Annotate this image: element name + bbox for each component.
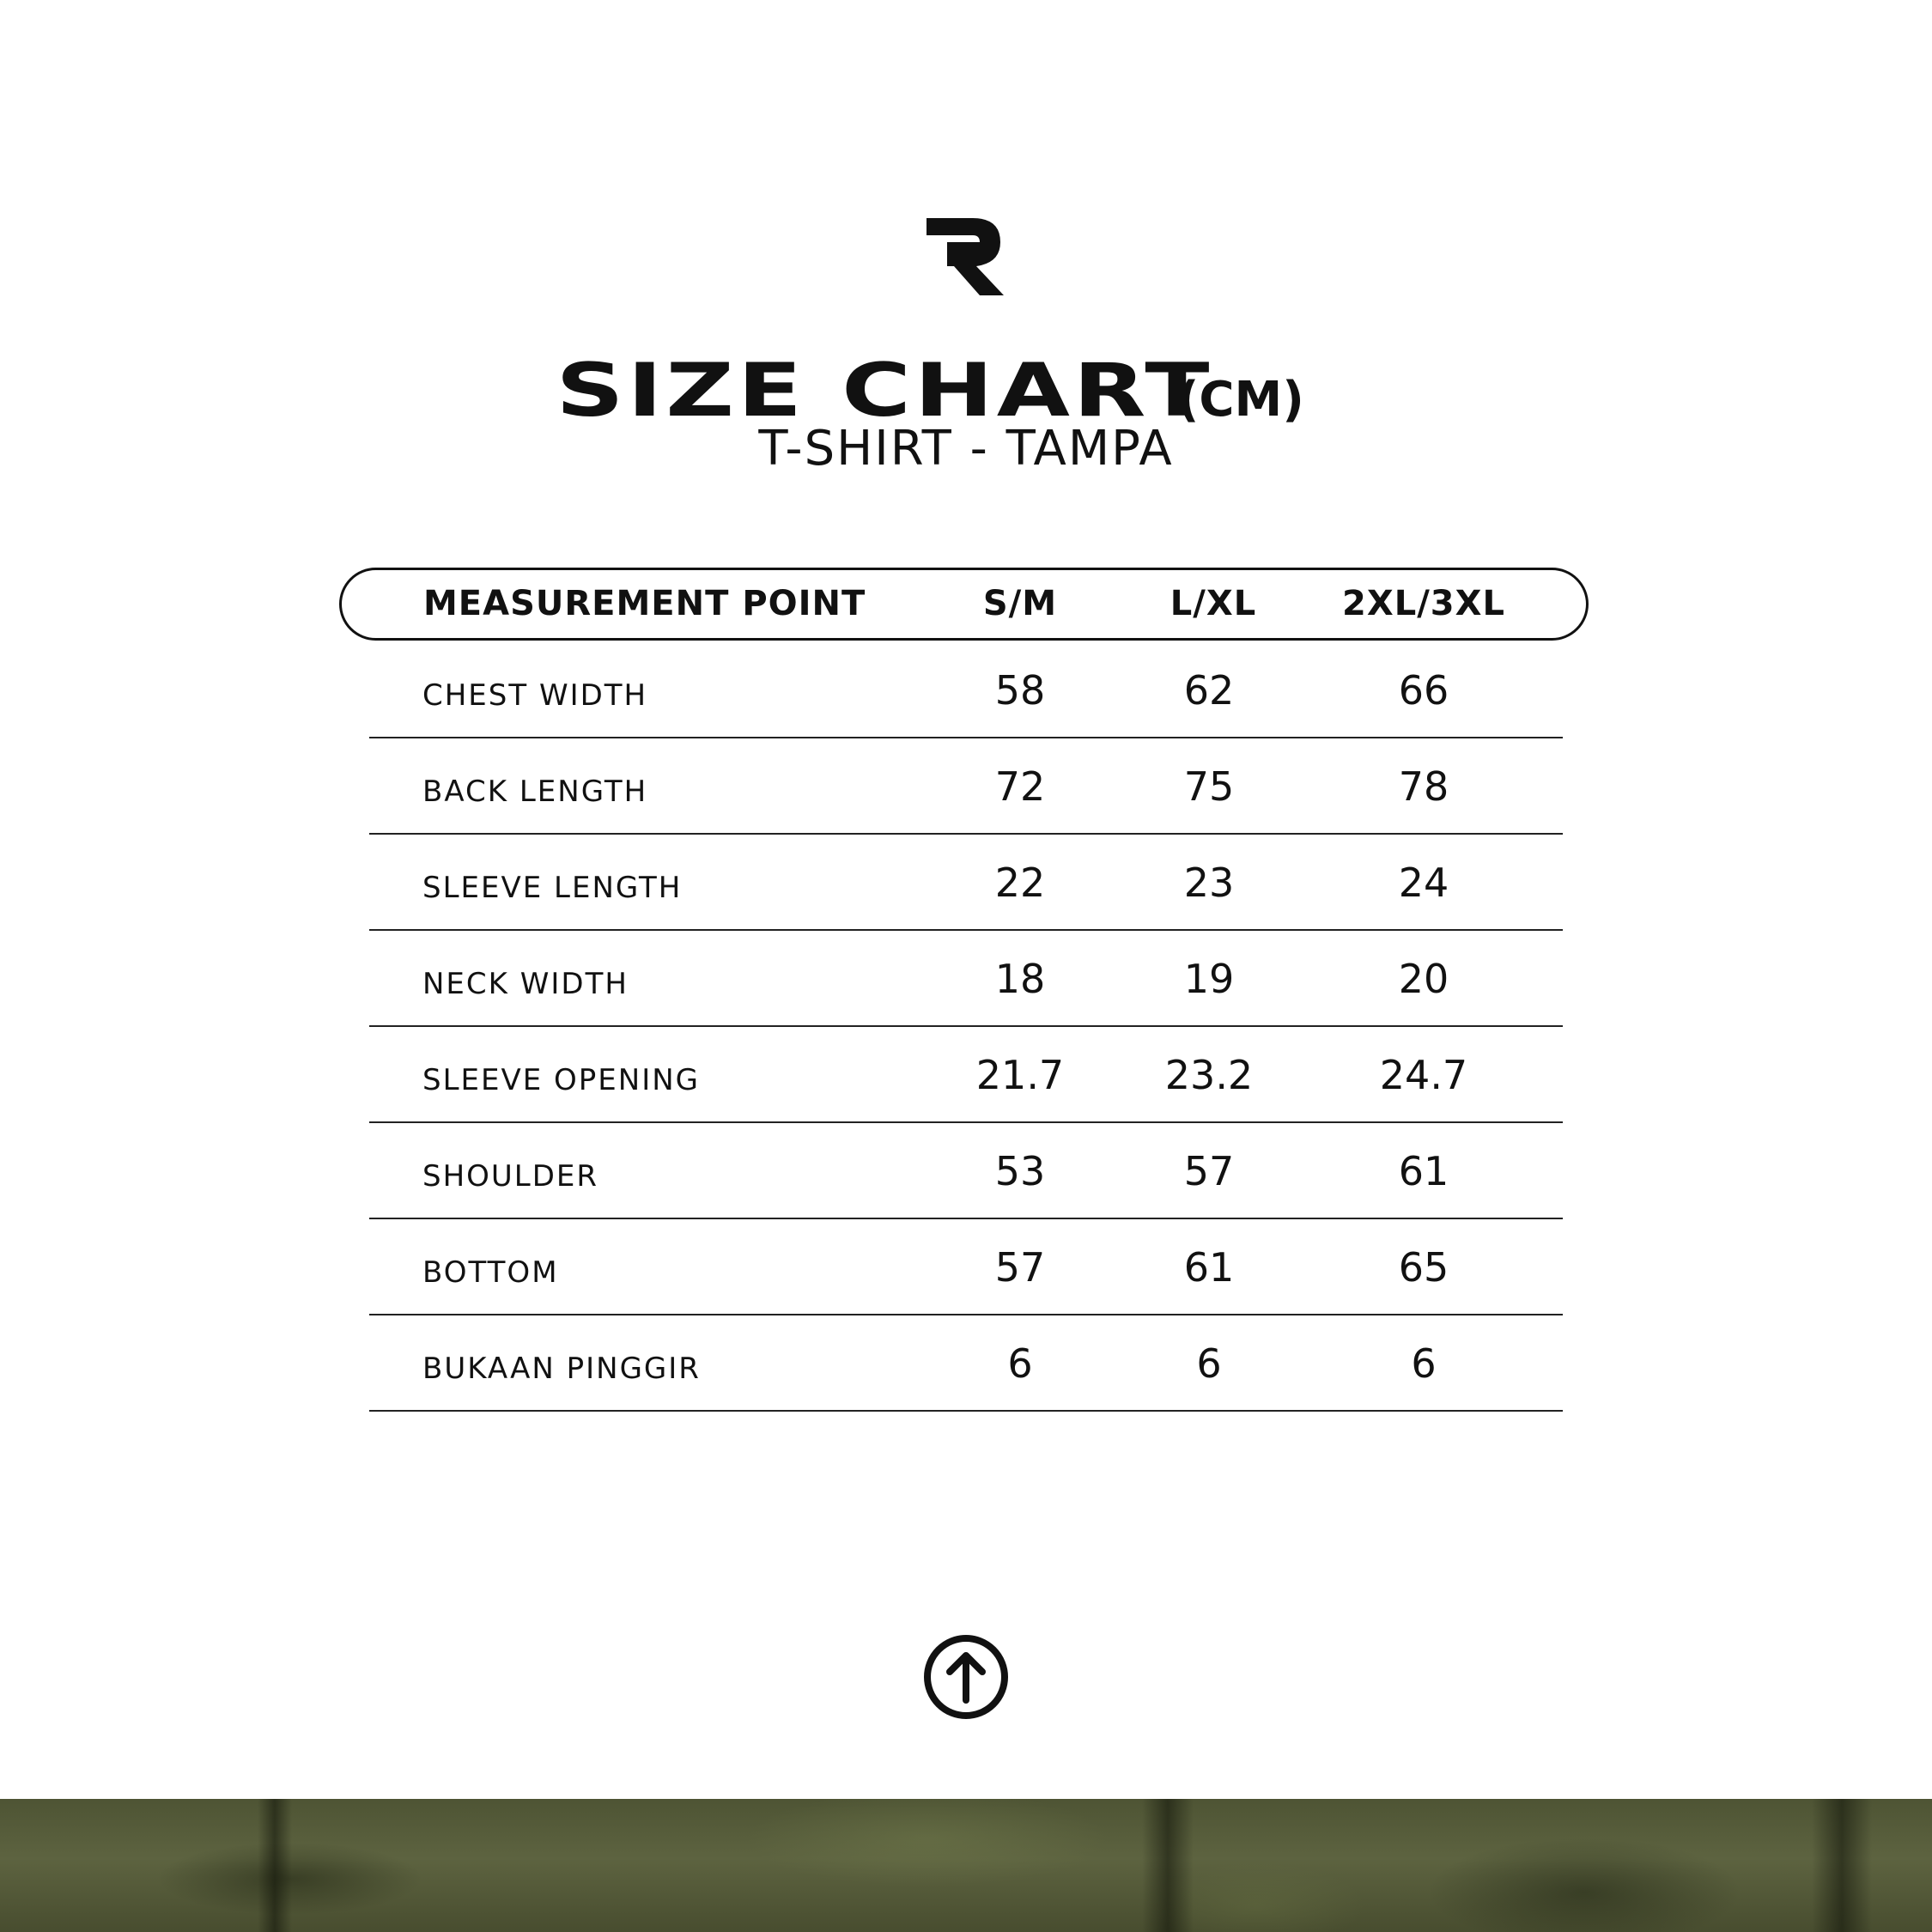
cell-sm: 57 [994, 1244, 1046, 1291]
cell-sm: 53 [994, 1148, 1046, 1194]
product-subtitle: T-SHIRT - TAMPA [758, 421, 1174, 477]
row-label: SLEEVE LENGTH [422, 871, 683, 905]
fabric-fold [258, 1799, 292, 1932]
row-label: BOTTOM [422, 1255, 559, 1290]
table-header [339, 568, 1589, 641]
cell-lxl: 23.2 [1164, 1052, 1254, 1098]
row-label: BUKAAN PINGGIR [422, 1352, 701, 1386]
fabric-fold [1142, 1799, 1194, 1932]
cell-lxl: 19 [1183, 956, 1235, 1002]
circle-arrow-up-icon[interactable] [922, 1633, 1010, 1721]
header-size-sm: S/M [982, 584, 1058, 623]
cell-2xl3xl: 20 [1398, 956, 1449, 1002]
cell-sm: 58 [994, 667, 1046, 714]
cell-2xl3xl: 66 [1398, 667, 1449, 714]
row-label: SLEEVE OPENING [422, 1063, 701, 1097]
fabric-photo-strip [0, 1799, 1932, 1932]
cell-lxl: 23 [1183, 860, 1235, 906]
table-row [369, 1317, 1563, 1412]
cell-2xl3xl: 24 [1398, 860, 1449, 906]
cell-sm: 6 [1007, 1340, 1033, 1387]
header-measurement-point: MEASUREMENT POINT [423, 584, 866, 623]
cell-sm: 72 [994, 763, 1046, 810]
cell-lxl: 62 [1183, 667, 1235, 714]
cell-lxl: 61 [1183, 1244, 1235, 1291]
cell-2xl3xl: 24.7 [1379, 1052, 1468, 1098]
cell-2xl3xl: 61 [1398, 1148, 1449, 1194]
brand-logo-icon [923, 213, 1009, 299]
row-label: CHEST WIDTH [422, 678, 648, 713]
row-label: NECK WIDTH [422, 967, 629, 1001]
cell-sm: 18 [994, 956, 1046, 1002]
table-row [369, 740, 1563, 835]
header-size-lxl: L/XL [1170, 584, 1257, 623]
table-row [369, 933, 1563, 1027]
row-label: SHOULDER [422, 1159, 599, 1194]
cell-2xl3xl: 65 [1398, 1244, 1449, 1291]
table-row [369, 644, 1563, 738]
row-label: BACK LENGTH [422, 775, 648, 809]
cell-sm: 22 [994, 860, 1046, 906]
table-row [369, 836, 1563, 931]
table-row [369, 1125, 1563, 1219]
table-body [369, 644, 1563, 1413]
table-row [369, 1029, 1563, 1123]
cell-2xl3xl: 78 [1398, 763, 1449, 810]
header-size-2xl3xl: 2XL/3XL [1342, 584, 1505, 623]
cell-lxl: 6 [1196, 1340, 1222, 1387]
cell-2xl3xl: 6 [1411, 1340, 1437, 1387]
table-row [369, 1221, 1563, 1315]
cell-lxl: 75 [1183, 763, 1235, 810]
unit-label: (CM) [1176, 372, 1304, 428]
page-title: SIZE CHART [556, 348, 1213, 434]
fabric-fold [1812, 1799, 1872, 1932]
cell-lxl: 57 [1183, 1148, 1235, 1194]
cell-sm: 21.7 [975, 1052, 1065, 1098]
